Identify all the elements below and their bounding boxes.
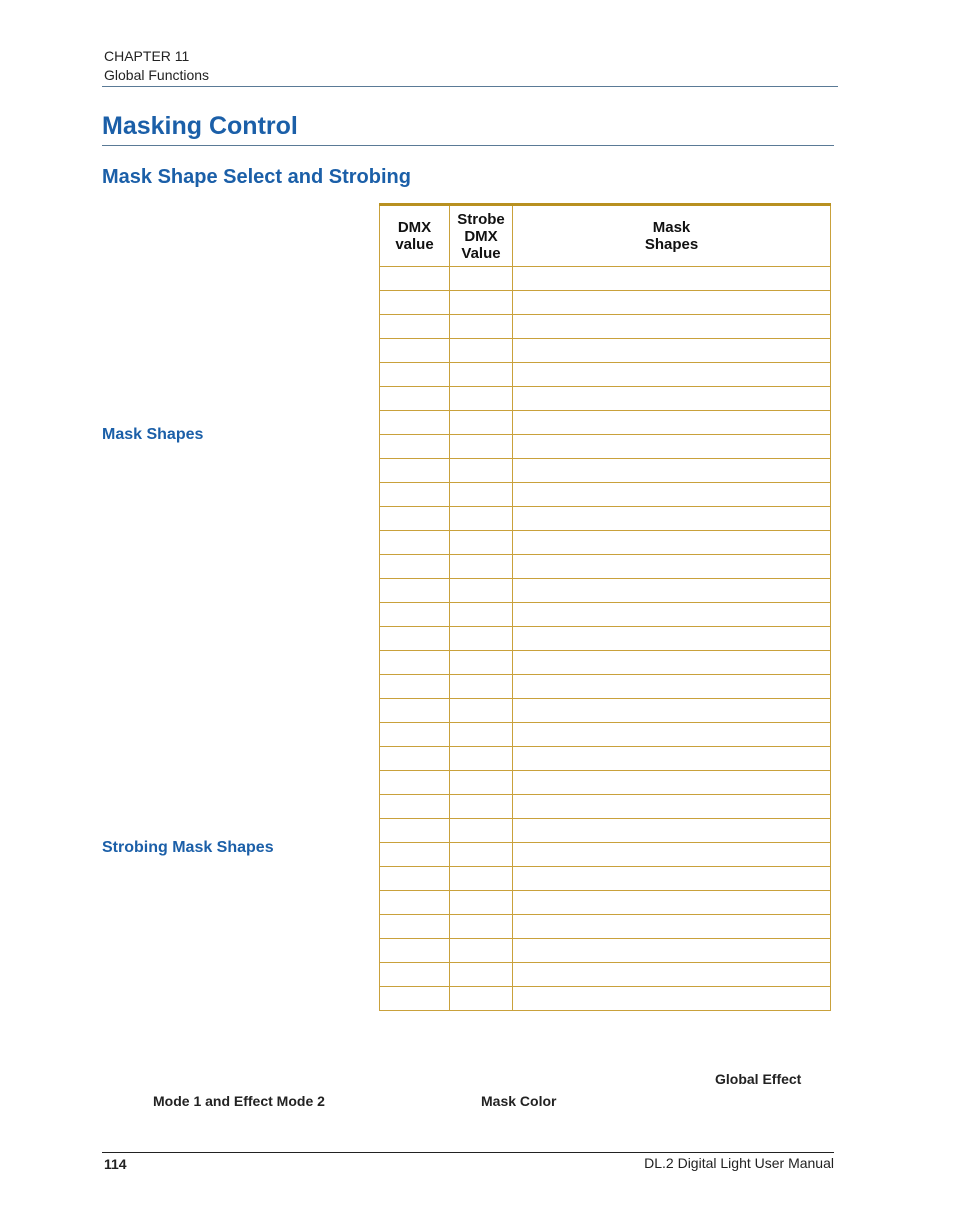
dmx-value-cell — [380, 843, 450, 867]
dmx-value-cell — [380, 675, 450, 699]
dmx-value-cell — [380, 531, 450, 555]
strobe-value-cell — [450, 963, 513, 987]
strobe-value-cell — [450, 531, 513, 555]
dmx-value-cell — [380, 651, 450, 675]
dmx-value-cell — [380, 819, 450, 843]
strobe-value-cell — [450, 339, 513, 363]
dmx-value-cell — [380, 867, 450, 891]
global-effect-text: Global Effect — [715, 1071, 802, 1087]
title-divider — [102, 145, 834, 146]
table-row — [380, 435, 831, 459]
mask-shape-cell — [513, 963, 831, 987]
table-row — [380, 531, 831, 555]
table-row — [380, 819, 831, 843]
section-label: Global Functions — [104, 67, 210, 83]
mask-shape-cell — [513, 987, 831, 1011]
strobe-value-cell — [450, 843, 513, 867]
dmx-value-cell — [380, 987, 450, 1011]
table-row — [380, 459, 831, 483]
mask-shape-cell — [513, 483, 831, 507]
dmx-value-cell — [380, 699, 450, 723]
mask-shape-cell — [513, 867, 831, 891]
mask-shape-cell — [513, 795, 831, 819]
table-row — [380, 843, 831, 867]
mask-shape-cell — [513, 579, 831, 603]
header-strobe-dmx-value: Strobe DMX Value — [450, 205, 513, 267]
mask-shape-cell — [513, 771, 831, 795]
strobe-value-cell — [450, 603, 513, 627]
table-row — [380, 363, 831, 387]
dmx-value-cell — [380, 459, 450, 483]
strobe-value-cell — [450, 939, 513, 963]
strobe-value-cell — [450, 579, 513, 603]
strobe-value-cell — [450, 555, 513, 579]
table-row — [380, 915, 831, 939]
table-row — [380, 699, 831, 723]
dmx-value-cell — [380, 627, 450, 651]
dmx-value-cell — [380, 891, 450, 915]
mask-shapes-heading: Mask Shapes — [102, 426, 204, 443]
dmx-value-cell — [380, 291, 450, 315]
strobe-value-cell — [450, 747, 513, 771]
mask-shape-cell — [513, 939, 831, 963]
table-row — [380, 747, 831, 771]
mask-shape-cell — [513, 675, 831, 699]
header-dmx-value: DMX value — [380, 205, 450, 267]
table-row — [380, 603, 831, 627]
dmx-value-cell — [380, 939, 450, 963]
strobe-value-cell — [450, 699, 513, 723]
strobe-value-cell — [450, 795, 513, 819]
mask-shape-cell — [513, 843, 831, 867]
mask-shape-cell — [513, 363, 831, 387]
page-number: 114 — [104, 1156, 127, 1172]
dmx-value-cell — [380, 387, 450, 411]
mask-shape-cell — [513, 387, 831, 411]
mask-shape-cell — [513, 291, 831, 315]
strobe-value-cell — [450, 291, 513, 315]
mask-shape-cell — [513, 411, 831, 435]
mask-shape-cell — [513, 531, 831, 555]
strobe-value-cell — [450, 483, 513, 507]
mask-color-text: Mask Color — [481, 1093, 557, 1109]
chapter-label: CHAPTER 11 — [104, 48, 190, 64]
dmx-value-cell — [380, 747, 450, 771]
strobe-value-cell — [450, 435, 513, 459]
strobe-value-cell — [450, 987, 513, 1011]
strobing-mask-shapes-heading: Strobing Mask Shapes — [102, 839, 274, 856]
table-row — [380, 771, 831, 795]
table-row — [380, 963, 831, 987]
dmx-value-cell — [380, 483, 450, 507]
strobe-value-cell — [450, 315, 513, 339]
mask-shape-cell — [513, 723, 831, 747]
dmx-value-cell — [380, 315, 450, 339]
mask-shape-cell — [513, 459, 831, 483]
strobe-value-cell — [450, 771, 513, 795]
table-row — [380, 507, 831, 531]
dmx-value-cell — [380, 771, 450, 795]
header-divider — [102, 86, 838, 87]
mask-shape-cell — [513, 339, 831, 363]
table-row — [380, 891, 831, 915]
mask-shape-cell — [513, 507, 831, 531]
strobe-value-cell — [450, 267, 513, 291]
dmx-value-cell — [380, 435, 450, 459]
strobe-value-cell — [450, 627, 513, 651]
table-row — [380, 987, 831, 1011]
table-row — [380, 867, 831, 891]
table-row — [380, 315, 831, 339]
mask-shape-cell — [513, 315, 831, 339]
strobe-value-cell — [450, 387, 513, 411]
table-row — [380, 939, 831, 963]
mask-shape-cell — [513, 819, 831, 843]
table-row — [380, 675, 831, 699]
dmx-value-cell — [380, 723, 450, 747]
strobe-value-cell — [450, 867, 513, 891]
footer-divider — [102, 1152, 834, 1153]
dmx-value-cell — [380, 555, 450, 579]
mask-shape-cell — [513, 699, 831, 723]
page-title: Masking Control — [102, 112, 298, 140]
mask-shape-cell — [513, 651, 831, 675]
mask-shape-cell — [513, 435, 831, 459]
table-row — [380, 627, 831, 651]
table-body — [380, 267, 831, 1011]
strobe-value-cell — [450, 915, 513, 939]
dmx-value-cell — [380, 339, 450, 363]
table-row — [380, 411, 831, 435]
mask-shape-cell — [513, 267, 831, 291]
effect-modes-text: Mode 1 and Effect Mode 2 — [153, 1093, 325, 1109]
mask-shape-cell — [513, 915, 831, 939]
table-row — [380, 339, 831, 363]
dmx-value-cell — [380, 963, 450, 987]
mask-shape-cell — [513, 747, 831, 771]
dmx-value-cell — [380, 267, 450, 291]
dmx-value-cell — [380, 411, 450, 435]
strobe-value-cell — [450, 363, 513, 387]
manual-title: DL.2 Digital Light User Manual — [644, 1155, 834, 1171]
header-mask-shapes: Mask Shapes — [513, 205, 831, 267]
table-header-row — [380, 205, 831, 267]
section-heading: Mask Shape Select and Strobing — [102, 166, 411, 188]
table-row — [380, 483, 831, 507]
dmx-value-cell — [380, 795, 450, 819]
table-row — [380, 795, 831, 819]
dmx-value-cell — [380, 915, 450, 939]
strobe-value-cell — [450, 507, 513, 531]
table-row — [380, 723, 831, 747]
table-row — [380, 291, 831, 315]
strobe-value-cell — [450, 459, 513, 483]
strobe-value-cell — [450, 723, 513, 747]
dmx-value-cell — [380, 507, 450, 531]
strobe-value-cell — [450, 675, 513, 699]
strobe-value-cell — [450, 411, 513, 435]
dmx-value-cell — [380, 363, 450, 387]
mask-shape-cell — [513, 603, 831, 627]
strobe-value-cell — [450, 891, 513, 915]
mask-shape-cell — [513, 891, 831, 915]
table-row — [380, 267, 831, 291]
table-row — [380, 579, 831, 603]
mask-shape-cell — [513, 555, 831, 579]
strobe-value-cell — [450, 819, 513, 843]
dmx-value-cell — [380, 579, 450, 603]
table-row — [380, 387, 831, 411]
dmx-value-cell — [380, 603, 450, 627]
mask-shape-table — [379, 203, 831, 1011]
table-row — [380, 651, 831, 675]
table-row — [380, 555, 831, 579]
mask-shape-cell — [513, 627, 831, 651]
strobe-value-cell — [450, 651, 513, 675]
